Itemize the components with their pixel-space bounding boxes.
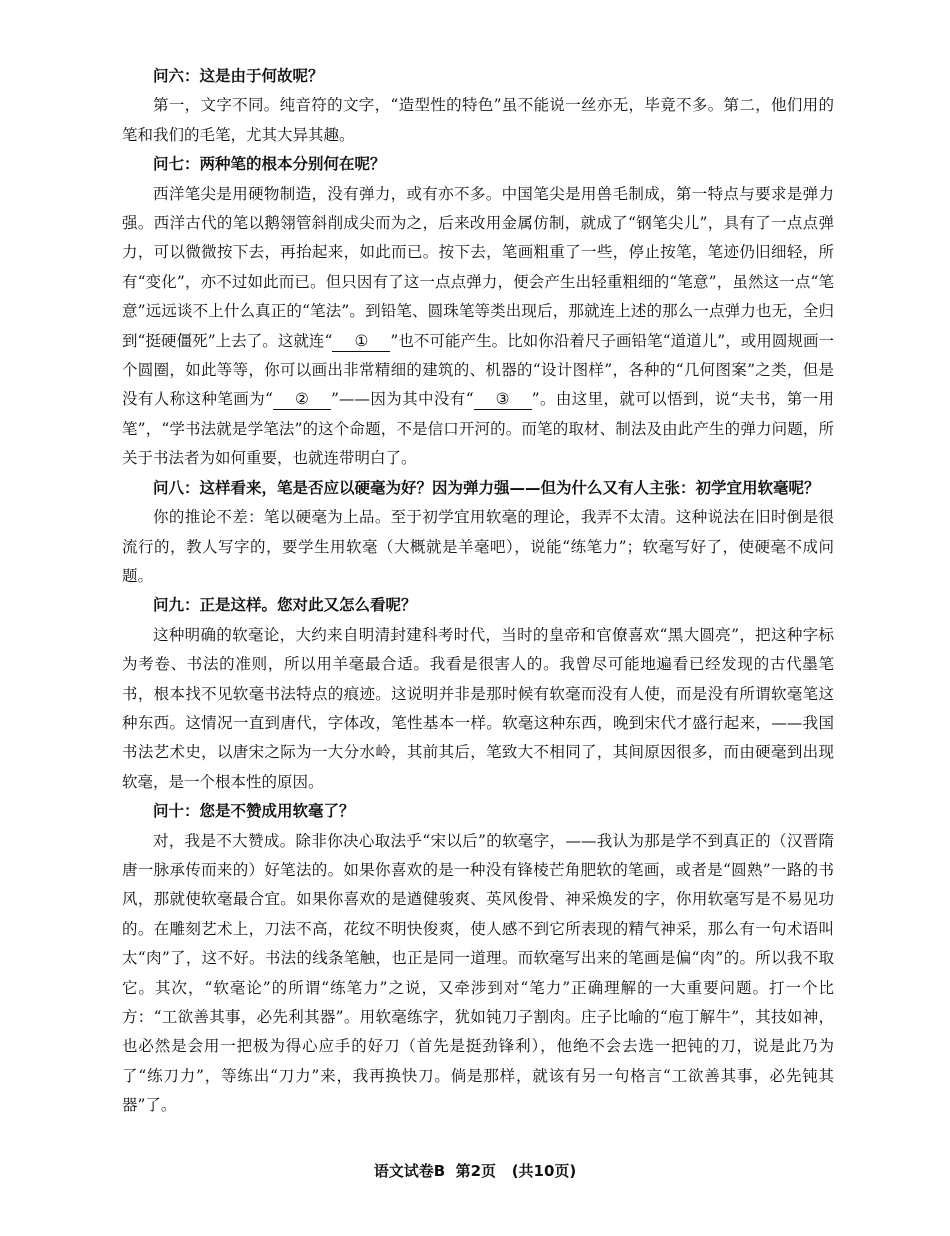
question-6: 问六：这是由于何故呢？ [153,67,324,85]
answer-7-part-d: ”。由这里，就可以悟到，说“夫书，第一用笔”，“学书法就是学笔法”的这个命题，不是信口开河的。而笔的取材、制法及由此产生的弹力问题，所关于书法者为如何重要，也就连带明白了。 [122,390,834,468]
answer-7-part-b: ”也不可能产生。比如你沿着尺子画铅笔“道道儿”，或用圆规画一个圆圈，如此等等，你可以画出非常精细的建筑的、机器的“设计图样”，各种的“几何图案”之类，但是没有人称这种笔画为“ [122,331,834,409]
footer-page-number: 第2页 [455,1162,497,1180]
fill-blank-2: ② [273,389,331,410]
page-footer [0,1160,950,1181]
answer-9: 这种明确的软毫论，大约来自明清封建科考时代，当时的皇帝和官僚喜欢“黑大圆亮”，把这种字标为考卷、书法的准则，所以用羊毫最合适。我看是很害人的。我曾尽可能地遍看已经发现的古代墨笔书，根本找不见软毫书法特点的痕迹。这说明并非是那时候有软毫而没有人使，而是没有所谓软毫笔这种东西。这情况一直到唐代，字体改，笔性基本一样。软毫这种东西，晚到宋代才盛行起来，——我国书法艺术史，以唐宋之际为一大分水岭，其前其后，笔致大不相同了，其间原因很多，而由硬毫到出现软毫，是一个根本性的原因。 [122,625,834,791]
question-9: 问九：正是这样。您对此又怎么看呢？ [153,596,417,615]
answer-8: 你的推论不差：笔以硬毫为上品。至于初学宜用软毫的理论，我弄不太清。这种说法在旧时倒是很流行的，教人写字的，要学生用软毫（大概就是羊毫吧），说能“练笔力”；软毫写好了，使硬毫不成问题。 [122,508,834,585]
page-content [122,62,834,1121]
footer-subject: 语文试卷B [373,1162,446,1180]
question-8: 问八：这样看来，笔是否应以硬毫为好？因为弹力强——但为什么又有人主张：初学宜用软毫呢？ [153,478,820,497]
answer-7-part-c: ”——因为其中没有“ [331,390,474,409]
footer-total-pages: (共10页) [511,1162,577,1180]
answer-10: 对，我是不大赞成。除非你决心取法乎“宋以后”的软毫字，——我认为那是学不到真正的（汉晋隋唐一脉承传而来的）好笔法的。如果你喜欢的是一种没有锋棱芒角肥软的笔画，或者是“圆熟”一路的书风，那就使软毫最合宜。如果你喜欢的是遒健骏爽、英风俊骨、神采焕发的字，你用软毫写是不易见功的。在雕刻艺术上，刀法不高，花纹不明快俊爽，使人感不到它所表现的精气神采，那么有一句术语叫太“肉”了，这不好。书法的线条笔触，也正是同一道理。而软毫写出来的笔画是偏“肉”的。所以我不取它。其次，“软毫论”的所谓“练笔力”之说，又牵涉到对“笔力”正确理解的一大重要问题。打一个比方：“工欲善其事，必先利其器”。用软毫练字，犹如钝刀子割肉。庄子比喻的“庖丁解牛”，其技如神，也必然是会用一把极为得心应手的好刀（首先是挺劲锋利），他绝不会去选一把钝的刀，说是此乃为了“练刀力”，等练出“刀力”来，我再换快刀。倘是那样，就该有另一句格言“工欲善其事，必先钝其器”了。 [122,831,834,1115]
answer-7-part-a: 西洋笔尖是用硬物制造，没有弹力，或有亦不多。中国笔尖是用兽毛制成，第一特点与要求是弹力强。西洋古代的笔以鹅翎管斜削成尖而为之，后来改用金属仿制，就成了“钢笔尖儿”，具有了一点点弹力，可以微微按下去，再抬起来，如此而已。按下去，笔画粗重了一些，停止按笔，笔迹仍旧细轻，所有“变化”，亦不过如此而已。但只因有了这一点点弹力，便会产生出轻重粗细的“笔意”，虽然这一点“笔意”远远谈不上什么真正的“笔法”。到铅笔、圆珠笔等类出现后，那就连上述的那么一点弹力也无，全归到“挺硬僵死”上去了。这就连“ [122,184,834,350]
answer-7 [122,180,834,474]
question-7: 问七：两种笔的根本分别何在呢？ [153,155,386,174]
fill-blank-1: ① [332,331,390,352]
question-10: 问十：您是不赞成用软毫了？ [153,802,355,821]
fill-blank-3: ③ [474,389,532,410]
answer-6: 第一，文字不同。纯音符的文字，“造型性的特色”虽不能说一丝亦无，毕竟不多。第二，他们用的笔和我们的毛笔，尤其大异其趣。 [122,96,834,144]
